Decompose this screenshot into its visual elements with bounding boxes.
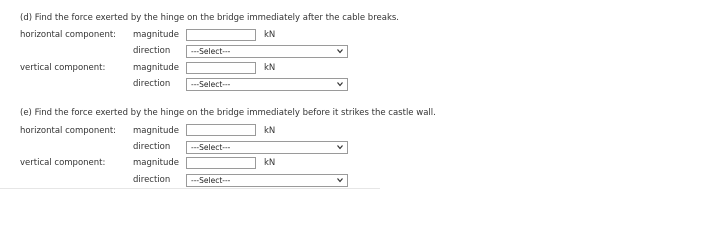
part-e-vertical-direction-select[interactable] xyxy=(186,174,348,187)
part-d-vertical-direction-label: direction xyxy=(133,79,171,89)
chevron-down-icon xyxy=(337,48,343,54)
part-e-horizontal-direction-label: direction xyxy=(133,142,171,152)
part-e-vertical-magnitude-input[interactable] xyxy=(186,157,256,169)
part-d-vertical-direction-select[interactable] xyxy=(186,78,348,91)
chevron-down-icon xyxy=(337,177,343,183)
part-e-vertical-unit: kN xyxy=(264,158,276,168)
part-d-horizontal-unit: kN xyxy=(264,30,276,40)
divider xyxy=(0,188,380,189)
part-e-vertical-direction-label: direction xyxy=(133,175,171,185)
select-value: ---Select--- xyxy=(191,47,231,56)
part-d-horizontal-direction-label: direction xyxy=(133,46,171,56)
part-d-vertical-magnitude-input[interactable] xyxy=(186,62,256,74)
part-d-vertical-magnitude-label: magnitude xyxy=(133,63,179,73)
part-d-horizontal-direction-select[interactable] xyxy=(186,45,348,58)
part-e-vertical-label: vertical component: xyxy=(20,158,106,168)
part-d-vertical-unit: kN xyxy=(264,63,276,73)
part-e-question: (e) Find the force exerted by the hinge on the bridge immediately before it strikes the castle wall. xyxy=(20,108,436,118)
part-d-question: (d) Find the force exerted by the hinge on the bridge immediately after the cable breaks. xyxy=(20,13,399,23)
part-e-horizontal-label: horizontal component: xyxy=(20,126,117,136)
select-value: ---Select--- xyxy=(191,80,231,89)
part-d-horizontal-magnitude-label: magnitude xyxy=(133,30,179,40)
part-d-vertical-label: vertical component: xyxy=(20,63,106,73)
part-d-horizontal-label: horizontal component: xyxy=(20,30,117,40)
part-e-horizontal-magnitude-label: magnitude xyxy=(133,126,179,136)
part-d-horizontal-magnitude-input[interactable] xyxy=(186,29,256,41)
select-value: ---Select--- xyxy=(191,143,231,152)
part-e-vertical-magnitude-label: magnitude xyxy=(133,158,179,168)
part-e-horizontal-unit: kN xyxy=(264,126,276,136)
part-e-horizontal-magnitude-input[interactable] xyxy=(186,124,256,136)
chevron-down-icon xyxy=(337,144,343,150)
select-value: ---Select--- xyxy=(191,176,231,185)
part-e-horizontal-direction-select[interactable] xyxy=(186,141,348,154)
chevron-down-icon xyxy=(337,81,343,87)
